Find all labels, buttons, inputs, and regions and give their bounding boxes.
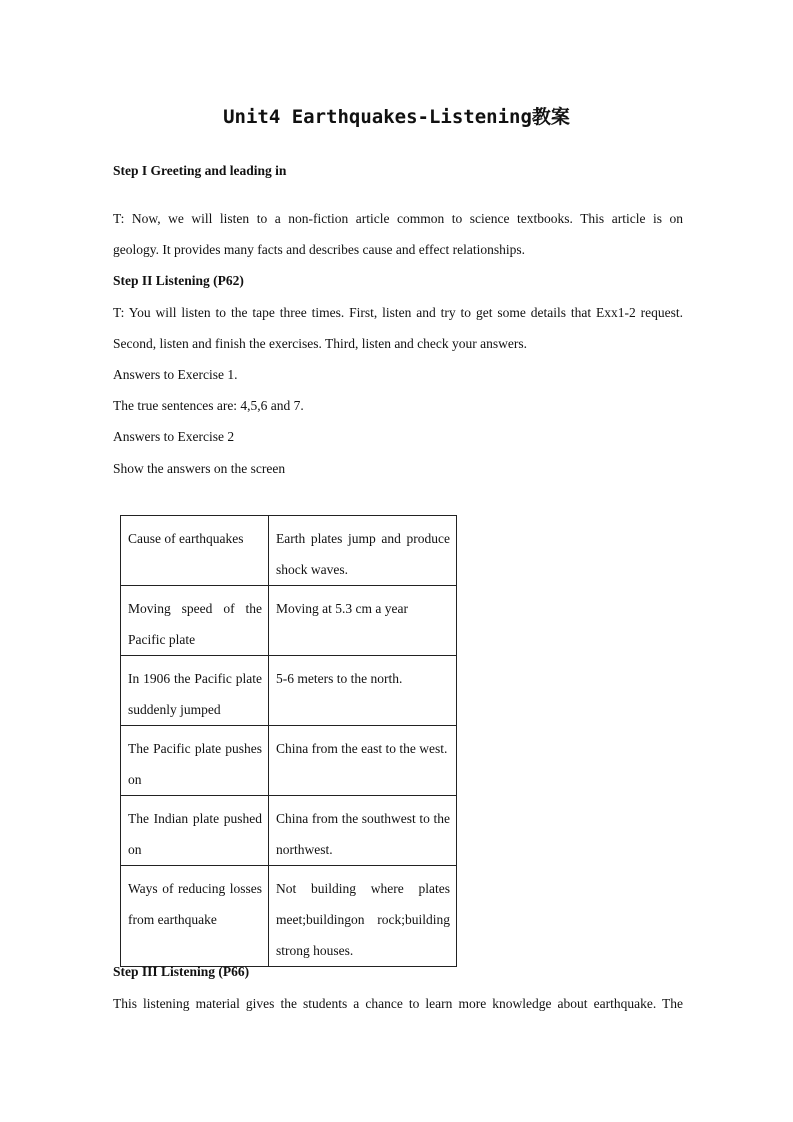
table-row: [121, 796, 457, 866]
table-cell-right: China from the east to the west.: [269, 726, 457, 796]
table-cell-left: Moving speed of the Pacific plate: [121, 586, 269, 656]
table-row: [121, 726, 457, 796]
step1-heading: Step I Greeting and leading in: [113, 163, 287, 178]
exercise1-label: Answers to Exercise 1.: [113, 367, 238, 382]
table-row: [121, 866, 457, 967]
page-title: Unit4 Earthquakes-Listening教案: [223, 106, 570, 128]
table-cell-right: Earth plates jump and produce shock waves.: [269, 516, 457, 586]
table-row: [121, 656, 457, 726]
exercise2-instruction: Show the answers on the screen: [113, 461, 286, 476]
answers-table: [120, 515, 457, 967]
exercise2-label: Answers to Exercise 2: [113, 429, 235, 444]
table-cell-right: Moving at 5.3 cm a year: [269, 586, 457, 656]
table-cell-left: Cause of earthquakes: [121, 516, 269, 586]
table-cell-left: Ways of reducing losses from earthquake: [121, 866, 269, 967]
table-row: [121, 586, 457, 656]
step1-paragraph-line-2: geology. It provides many facts and describes cause and effect relationships.: [113, 242, 525, 257]
table-cell-left: The Pacific plate pushes on: [121, 726, 269, 796]
step2-paragraph-line-2: Second, listen and finish the exercises. Third, listen and check your answers.: [113, 336, 528, 351]
table-cell-left: In 1906 the Pacific plate suddenly jumped: [121, 656, 269, 726]
step3-heading: Step III Listening (P66): [113, 964, 250, 979]
step3-paragraph-line-1: This listening material gives the students a chance to learn more knowledge about earthquake. The: [113, 996, 683, 1011]
table-row: [121, 516, 457, 586]
table-cell-left: The Indian plate pushed on: [121, 796, 269, 866]
exercise1-answer: The true sentences are: 4,5,6 and 7.: [113, 398, 304, 413]
table-cell-right: China from the southwest to the northwest.: [269, 796, 457, 866]
table-cell-right: 5-6 meters to the north.: [269, 656, 457, 726]
table-cell-right: Not building where plates meet;buildingon rock;building strong houses.: [269, 866, 457, 967]
step2-heading: Step II Listening (P62): [113, 273, 244, 288]
step1-paragraph-line-1: T: Now, we will listen to a non-fiction article common to science textbooks. This article is on: [113, 211, 683, 226]
step2-paragraph-line-1: T: You will listen to the tape three times. First, listen and try to get some details that Exx1-2 request.: [113, 305, 683, 320]
